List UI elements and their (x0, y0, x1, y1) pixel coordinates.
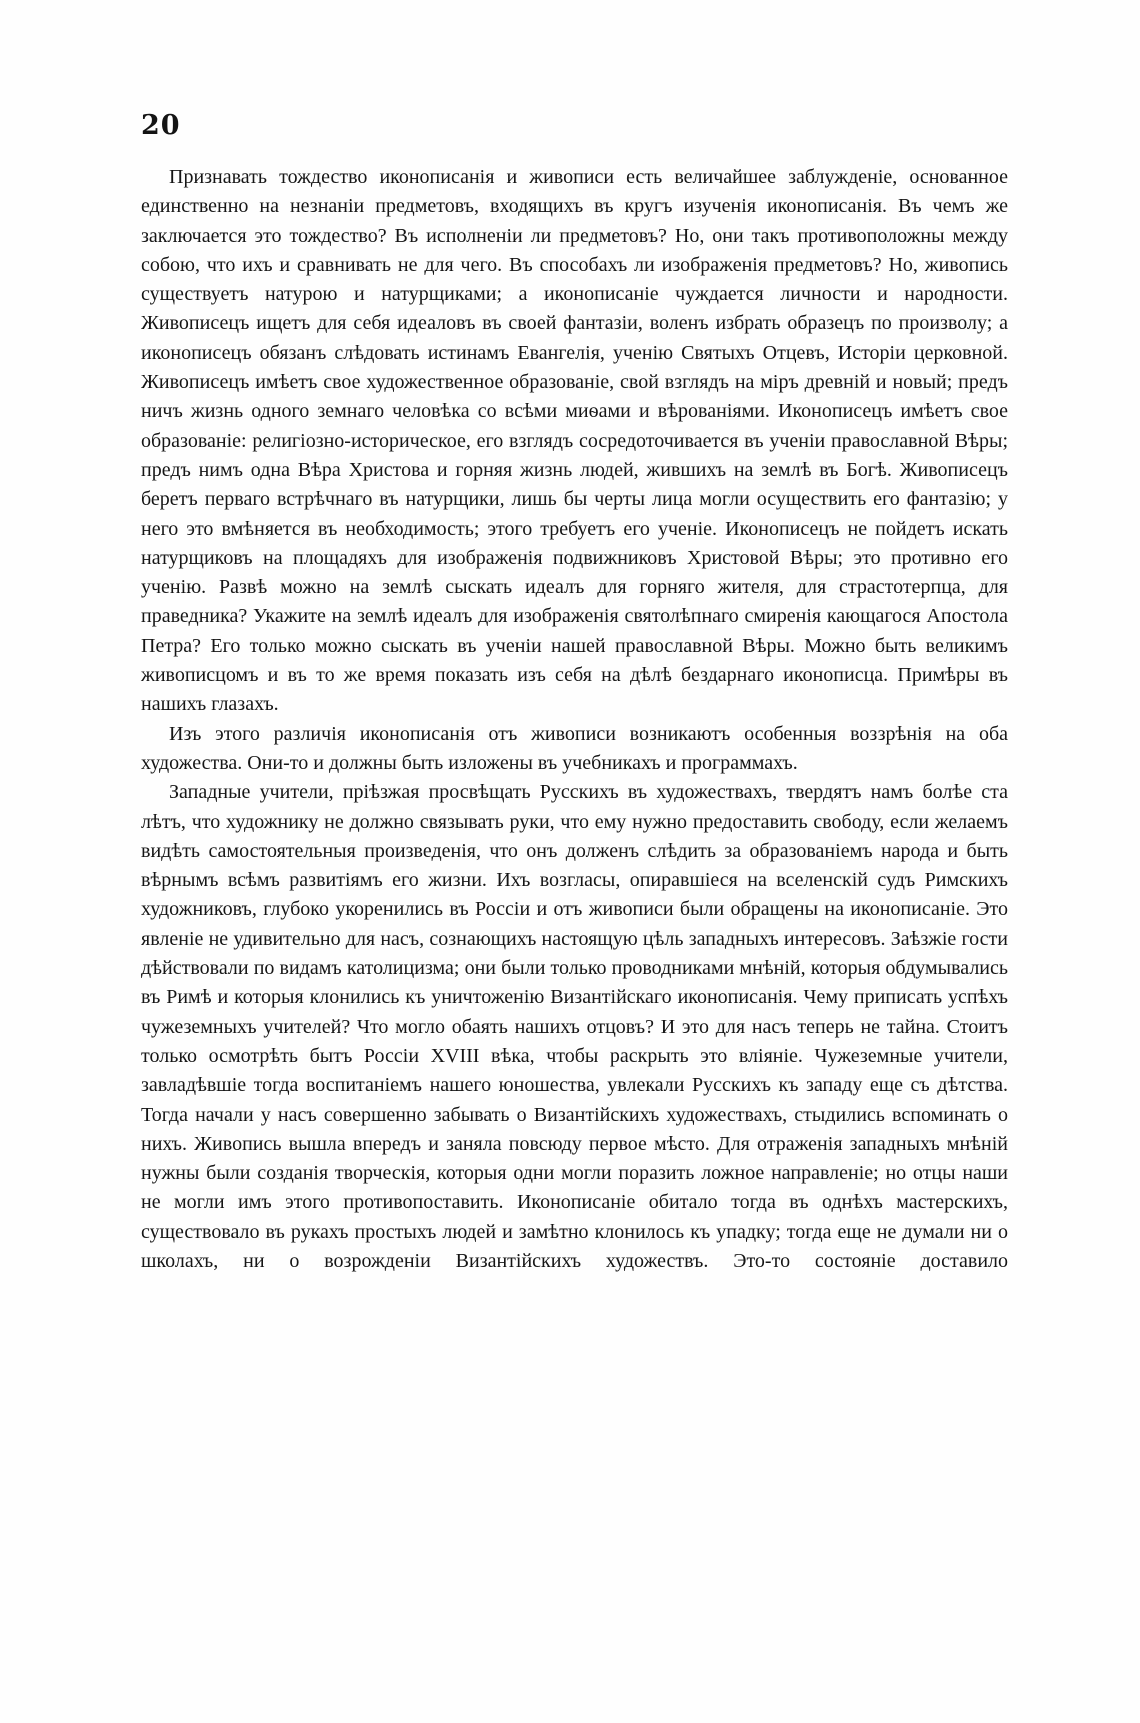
paragraph-2: Изъ этого различія иконописанія отъ живописи возникаютъ особенныя воззрѣнія на оба художества. Они-то и должны быть изложены въ учебникахъ и программахъ. (141, 722, 1008, 774)
paragraph-1: Признавать тождество иконописанія и живописи есть величайшее заблужденіе, основанное единственно на незнаніи предметовъ, входящихъ въ кругъ изученія иконописанія. Въ чемъ же заключается это тождество? Въ исполненіи ли предметовъ? Но, они такъ противоположны между собою, что ихъ и сравнивать не для чего. Въ способахъ ли изображенія предметовъ? Но, живопись существуетъ натурою и натурщиками; а иконописаніе чуждается личности и народности. Живописецъ ищетъ для себя идеаловъ въ своей фантазіи, воленъ избрать образецъ по произволу; а иконописецъ обязанъ слѣдовать истинамъ Евангелія, ученію Святыхъ Отцевъ, Исторіи церковной. Живописецъ имѣетъ свое художественное образованіе, свой взглядъ на міръ древній и новый; предъ ничъ жизнь одного земнаго человѣка со всѣми миѳами и вѣрованіями. Иконописецъ имѣетъ свое образованіе: религіозно-историческое, его взглядъ сосредоточивается въ ученіи православной Вѣры; предъ нимъ одна Вѣра Христова и горняя жизнь людей, жившихъ на землѣ въ Богѣ. Живописецъ беретъ перваго встрѣчнаго въ натурщики, лишь бы черты лица могли осуществить его фантазію; у него это вмѣняется въ необходимость; этого требуетъ его ученіе. Иконописецъ не пойдетъ искать натурщиковъ на площадяхъ для изображенія подвижниковъ Христовой Вѣры; это противно его ученію. Развѣ можно на землѣ сыскать идеалъ для горняго жителя, для страстотерпца, для праведника? Укажите на землѣ идеалъ для изображенія святолѣпнаго смиренія кающагося Апостола Петра? Его только можно сыскать въ ученіи нашей православной Вѣры. Можно быть великимъ живописцомъ и въ то же время показать изъ себя на дѣлѣ бездарнаго иконописца. Примѣры въ нашихъ глазахъ. (141, 166, 1008, 716)
paragraph-3: Западные учители, пріѣзжая просвѣщать Русскихъ въ художествахъ, твердятъ намъ болѣе ста лѣтъ, что художнику не должно связывать руки, что ему нужно предоставить свободу, если желаемъ видѣть самостоятельныя произведенія, что онъ долженъ слѣдить за образованіемъ народа и быть вѣрнымъ всѣмъ развитіямъ его жизни. Ихъ возгласы, опиравшіеся на вселенскій судъ Римскихъ художниковъ, глубоко укоренились въ Россіи и отъ живописи были обращены на иконописаніе. Это явленіе не удивительно для насъ, сознающихъ настоящую цѣль западныхъ интересовъ. Заѣзжіе гости дѣйствовали по видамъ католицизма; они были только проводниками мнѣній, которыя обдумывались въ Римѣ и которыя клонились къ уничтоженію Византійскаго иконописанія. Чему приписать успѣхъ чужеземныхъ учителей? Что могло обаять нашихъ отцовъ? И это для насъ теперь не тайна. Стоитъ только осмотрѣть бытъ Россіи XVIII вѣка, чтобы раскрыть это вліяніе. Чужеземные учители, завладѣвшіе тогда воспитаніемъ нашего юношества, увлекали Русскихъ къ западу еще съ дѣтства. Тогда начали у насъ совершенно забывать о Византійскихъ художествахъ, стыдились вспоминать о нихъ. Живопись вышла впередъ и заняла повсюду первое мѣсто. Для отраженія западныхъ мнѣній нужны были созданія творческія, которыя одни могли поразить ложное направленіе; но отцы наши не могли имъ этого противопоставить. Иконописаніе обитало тогда въ однѣхъ мастерскихъ, существовало въ рукахъ простыхъ людей и замѣтно клонилось къ упадку; тогда еще не думали ни о школахъ, ни о возрожденіи Византійскихъ художествъ. Это-то состояніе доставило (141, 781, 1008, 1272)
body-text (141, 163, 1008, 1276)
page-number: 20 (141, 110, 181, 141)
